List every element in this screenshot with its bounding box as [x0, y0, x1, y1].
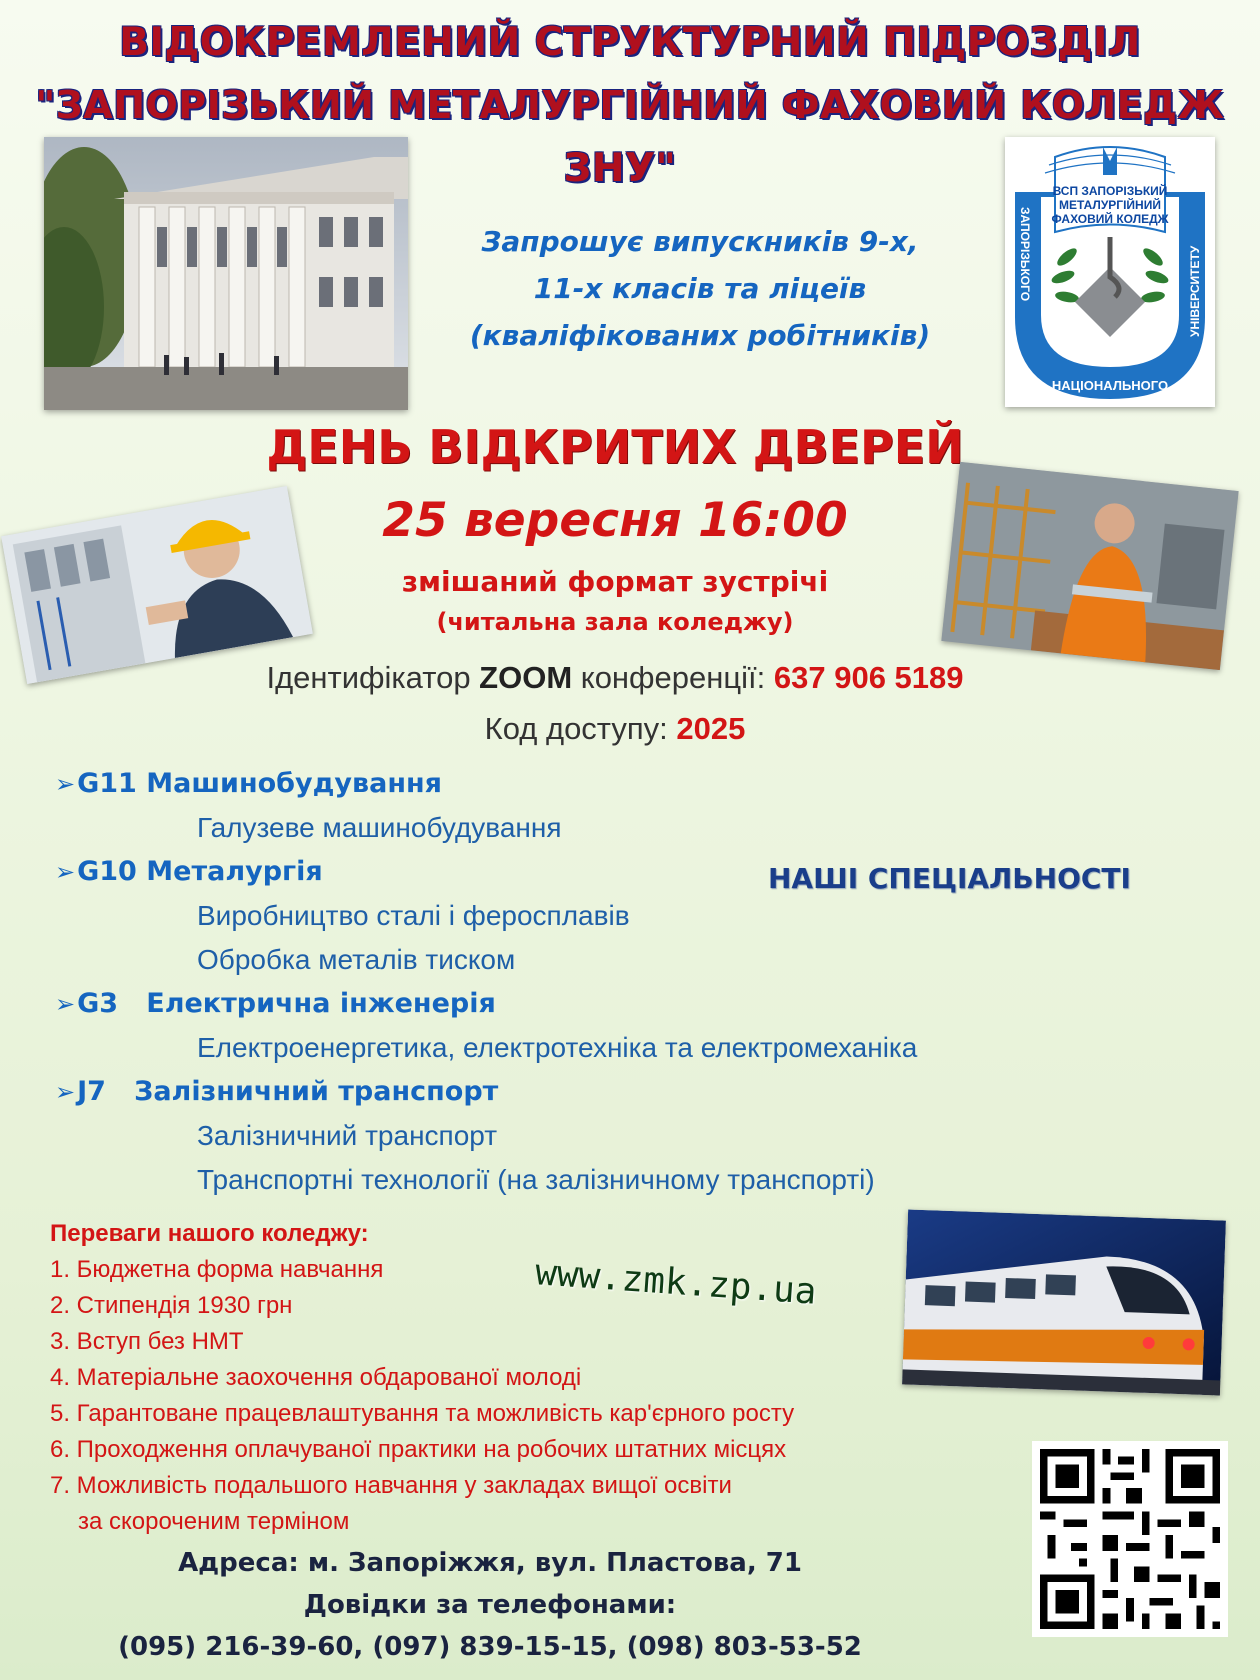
specialty-item: Транспортні технології (на залізничному транспорті) [197, 1164, 875, 1195]
specialty-code: G11 [77, 768, 137, 799]
invite-line-1: Запрошує випускників 9-х, [481, 225, 919, 258]
specialty-g10 [55, 856, 323, 887]
advantage-item: 3. Вступ без НМТ [50, 1328, 244, 1355]
specialty-g11 [55, 768, 442, 799]
specialty-item: Залізничний транспорт [197, 1120, 498, 1151]
zoom-code-label: Код доступу: [484, 711, 677, 746]
invite-line-3: (кваліфікованих робітників) [469, 319, 931, 352]
advantage-item: 2. Стипендія 1930 грн [50, 1292, 293, 1319]
specialty-code: J7 [77, 1076, 106, 1107]
zoom-label-pre: Ідентифікатор [266, 660, 480, 695]
contact-phones-label: Довідки за телефонами: [303, 1590, 677, 1620]
logo-ring-left: ЗАПОРІЗЬКОГО [1018, 207, 1032, 302]
arrow-bullet-icon: ➢ [55, 1078, 76, 1106]
logo-text-3: ФАХОВИЙ КОЛЕДЖ [1051, 212, 1169, 226]
event-title: ДЕНЬ ВІДКРИТИХ ДВЕРЕЙ [266, 420, 964, 474]
contact-address: Адреса: м. Запоріжжя, вул. Пластова, 71 [178, 1548, 802, 1578]
arrow-bullet-icon: ➢ [55, 770, 76, 798]
train-photo [902, 1210, 1226, 1396]
advantage-item: 5. Гарантоване працевлаштування та можливість кар'єрного росту [50, 1400, 795, 1427]
zoom-code-line [0, 711, 1230, 747]
advantage-item: 1. Бюджетна форма навчання [50, 1256, 384, 1283]
header-line-2: "ЗАПОРІЗЬКИЙ МЕТАЛУРГІЙНИЙ ФАХОВИЙ КОЛЕДЖ [35, 83, 1225, 127]
specialty-name: Машинобудування [146, 768, 442, 799]
zoom-id-line [0, 660, 1230, 696]
worker-photo [941, 462, 1238, 670]
logo-ring-right: УНІВЕРСИТЕТУ [1188, 245, 1202, 337]
zoom-word: ZOOM [479, 660, 573, 695]
qr-code[interactable] [1032, 1441, 1228, 1637]
specialty-code: G3 [77, 988, 119, 1019]
specialty-name: Залізничний транспорт [134, 1076, 499, 1107]
specialty-item: Виробництво сталі і феросплавів [197, 900, 630, 931]
logo-text-1: ВСП ЗАПОРІЗЬКИЙ [1052, 184, 1168, 198]
zoom-conference-id: 637 906 5189 [773, 660, 964, 695]
invite-line-2: 11-х класів та ліцеїв [533, 272, 867, 305]
college-building-photo [44, 137, 408, 410]
specialty-item: Обробка металів тиском [197, 944, 516, 975]
website-link[interactable]: www.zmk.zp.ua [533, 1252, 818, 1313]
header-line-1: ВІДОКРЕМЛЕНИЙ СТРУКТУРНИЙ ПІДРОЗДІЛ [119, 20, 1141, 65]
specialty-j7 [55, 1076, 498, 1107]
event-format: змішаний формат зустрічі [401, 565, 829, 598]
header-line-3: ЗНУ" [563, 146, 677, 191]
specialty-item: Електроенергетика, електротехніка та електромеханіка [197, 1032, 918, 1063]
advantages-title: Переваги нашого коледжу: [50, 1220, 369, 1247]
specialties-heading: НАШІ СПЕЦІАЛЬНОСТІ [768, 862, 1131, 895]
contact-phones: (095) 216-39-60, (097) 839-15-15, (098) 803-53-52 [118, 1632, 862, 1662]
event-date: 25 вересня 16:00 [382, 493, 848, 548]
advantage-item: 7. Можливість подальшого навчання у закладах вищої освіти [50, 1472, 732, 1499]
specialty-name: Електрична інженерія [146, 988, 496, 1019]
logo-ring-bottom: НАЦІОНАЛЬНОГО [1051, 378, 1169, 393]
arrow-bullet-icon: ➢ [55, 990, 76, 1018]
zoom-access-code: 2025 [676, 711, 746, 746]
specialty-name: Металургія [146, 856, 323, 887]
advantage-item: 4. Матеріальне заохочення обдарованої молоді [50, 1364, 582, 1391]
logo-text-2: МЕТАЛУРГІЙНИЙ [1059, 198, 1161, 212]
event-place: (читальна зала коледжу) [436, 608, 794, 636]
specialty-g3 [55, 988, 496, 1019]
arrow-bullet-icon: ➢ [55, 858, 76, 886]
specialty-item: Галузеве машинобудування [197, 812, 562, 843]
advantage-item: за скороченим терміном [78, 1508, 350, 1535]
advantage-item: 6. Проходження оплачуваної практики на робочих штатних місцях [50, 1436, 787, 1463]
college-logo [1005, 137, 1215, 407]
zoom-label-post: конференції: [572, 660, 774, 695]
specialty-code: G10 [77, 856, 137, 887]
